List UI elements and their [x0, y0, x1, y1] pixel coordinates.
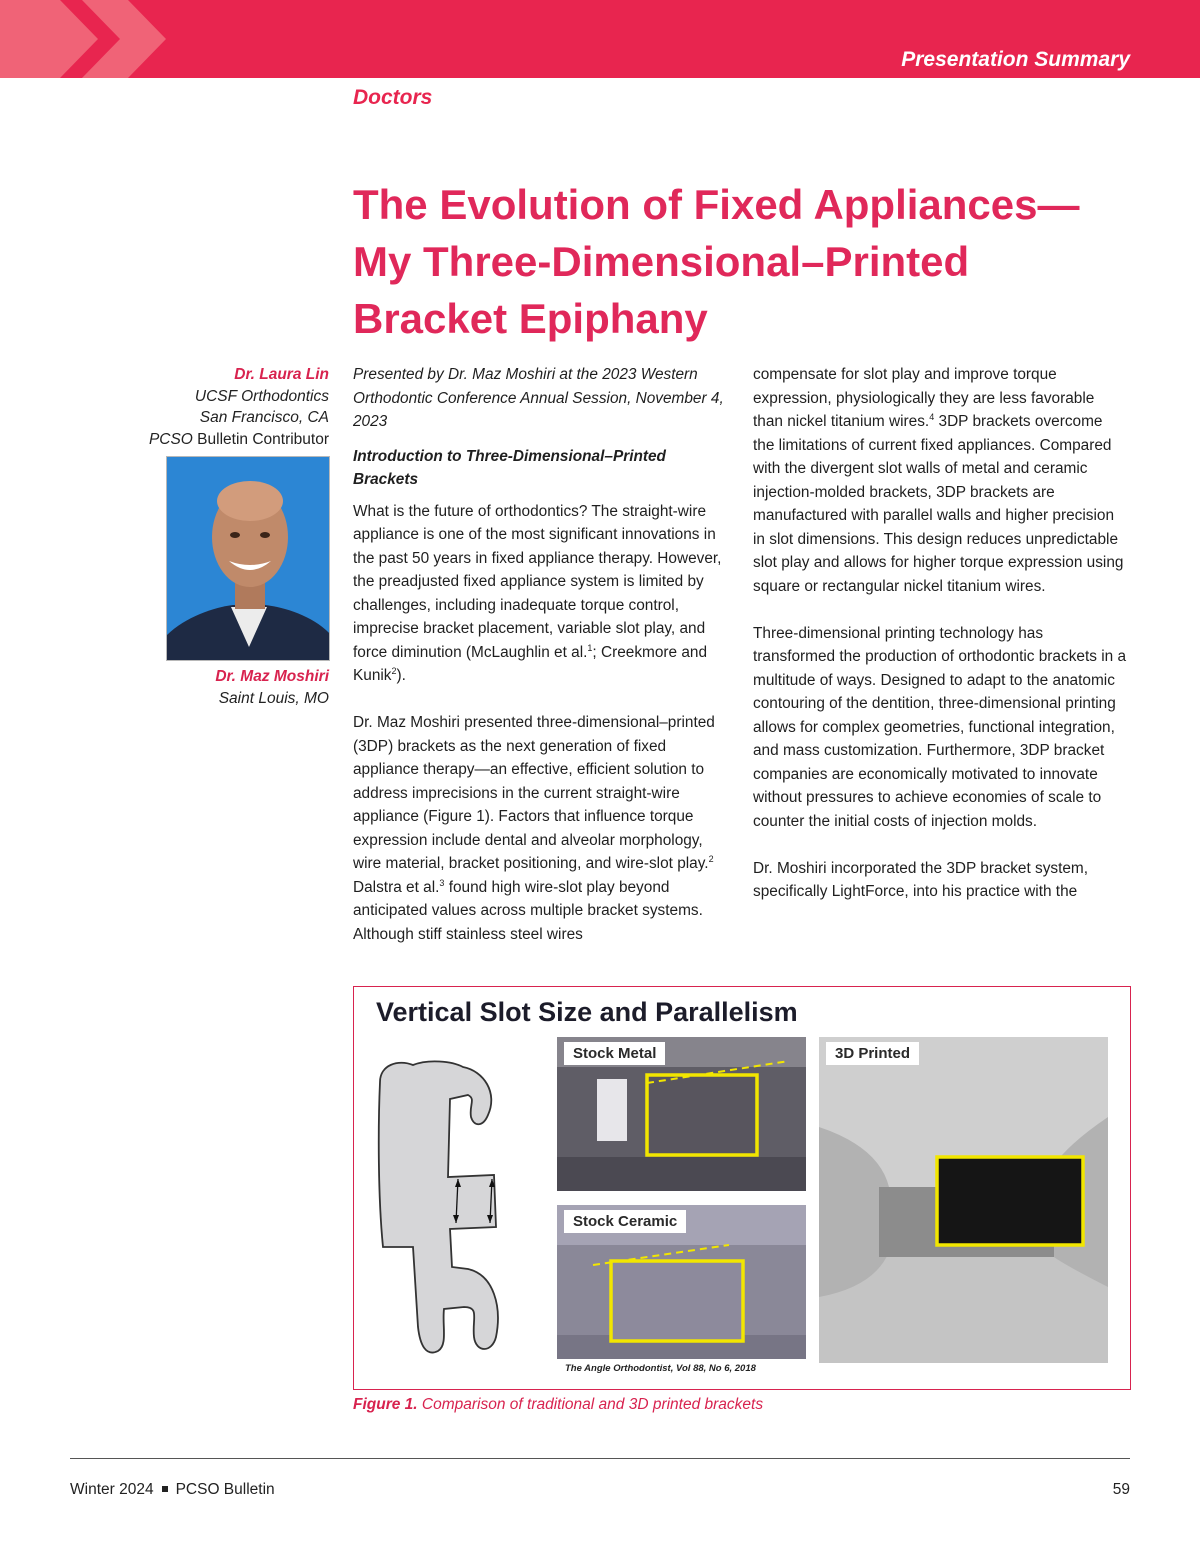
3d-printed-label: 3D Printed [826, 1042, 919, 1065]
presenter-name: Dr. Maz Moshiri [215, 668, 329, 685]
stock-metal-label: Stock Metal [564, 1042, 665, 1065]
author-block [149, 364, 329, 450]
title-line-1: The Evolution of Fixed Appliances— [353, 181, 1080, 228]
top-banner [0, 0, 1200, 78]
stock-ceramic-label: Stock Ceramic [564, 1210, 686, 1233]
stock-metal-panel [557, 1037, 806, 1191]
presentation-summary-label: Presentation Summary [901, 48, 1130, 71]
author-affiliation: UCSF Orthodontics [194, 387, 329, 405]
bracket-diagram [368, 1057, 518, 1357]
presenter-block [215, 666, 329, 709]
square-bullet-icon [162, 1486, 168, 1492]
author-name: Dr. Laura Lin [234, 366, 329, 383]
3d-printed-panel [819, 1037, 1108, 1363]
paragraph-4: Three-dimensional printing technology has transformed the production of orthodontic brackets in a multitude of ways. Designed to adapt to the anatomic contouring of the dentition, three-dimensional printing allows for complex geometries, functional integration, and mass customization. Furthermore, 3DP bracket companies are economically motivated to innovate without pressures to achieve economies of scale to counter the initial costs of injection molds. [753, 624, 1127, 830]
figure-caption: Figure 1. Comparison of traditional and 3D printed brackets [353, 1396, 764, 1413]
body-column-1 [353, 363, 728, 946]
paragraph-3: compensate for slot play and improve torque expression, physiologically they are less favorable than nickel titanium wires.$^4$ 3DP brackets overcome the limitations of current fixed appliances. Compared with the divergent slot walls of metal and ceramic injection-molded brackets, 3DP brackets are manufactured with parallel walls and higher precision in slot dimensions. This design reduces unpredictable slot play and allows for higher torque expression using square or rectangular nickel titanium wires. [753, 366, 1124, 595]
stock-ceramic-panel [557, 1205, 806, 1359]
footer-rule [70, 1458, 1130, 1459]
author-location: San Francisco, CA [199, 409, 329, 426]
presenter-photo [166, 456, 330, 661]
paragraph-2: Dr. Maz Moshiri presented three-dimensional–printed (3DP) brackets as the next generation of fixed appliance therapy—an effective, efficient solution to address imprecisions in the current straight-wire appliance (Figure 1). Factors that influence torque expression include dental and alveolar morphology, wire material, bracket positioning, and wire-slot play.$^2$ Dalstra et al.$^3$ found high wire-slot play beyond anticipated values across multiple bracket systems. Although stiff stainless steel wires [353, 714, 715, 943]
title-line-2: My Three-Dimensional–Printed [353, 238, 970, 285]
figure-source: The Angle Orthodontist, Vol 88, No 6, 2018 [565, 1363, 756, 1374]
paragraph-1: What is the future of orthodontics? The straight-wire appliance is one of the most significant innovations in the past 50 years in fixed appliance therapy. However, the preadjusted fixed appliance system is limited by challenges, including inadequate torque control, imprecise bracket placement, variable slot play, and force diminution (McLaughlin et al.$^1$; Creekmore and Kunik$^2$). [353, 502, 722, 684]
figure-title: Vertical Slot Size and Parallelism [376, 997, 798, 1027]
figure-1 [353, 986, 1131, 1390]
title-line-3: Bracket Epiphany [353, 295, 708, 342]
author-role: PCSO Bulletin Contributor [148, 430, 329, 448]
section-subheading: Introduction to Three-Dimensional–Printed Brackets [353, 447, 666, 488]
body-column-2 [753, 363, 1128, 904]
footer-publication: Winter 2024 PCSO Bulletin [70, 1481, 275, 1498]
article-title [353, 176, 1133, 347]
presentation-note: Presented by Dr. Maz Moshiri at the 2023 Western Orthodontic Conference Annual Session, November 4, 2023 [353, 366, 724, 430]
paragraph-5: Dr. Moshiri incorporated the 3DP bracket system, specifically LightForce, into his practice with the [753, 859, 1089, 900]
chevron-arrows-decoration [0, 0, 180, 78]
presenter-location: Saint Louis, MO [218, 689, 329, 707]
page-number: 59 [1112, 1481, 1130, 1498]
section-label: Doctors [353, 86, 433, 109]
